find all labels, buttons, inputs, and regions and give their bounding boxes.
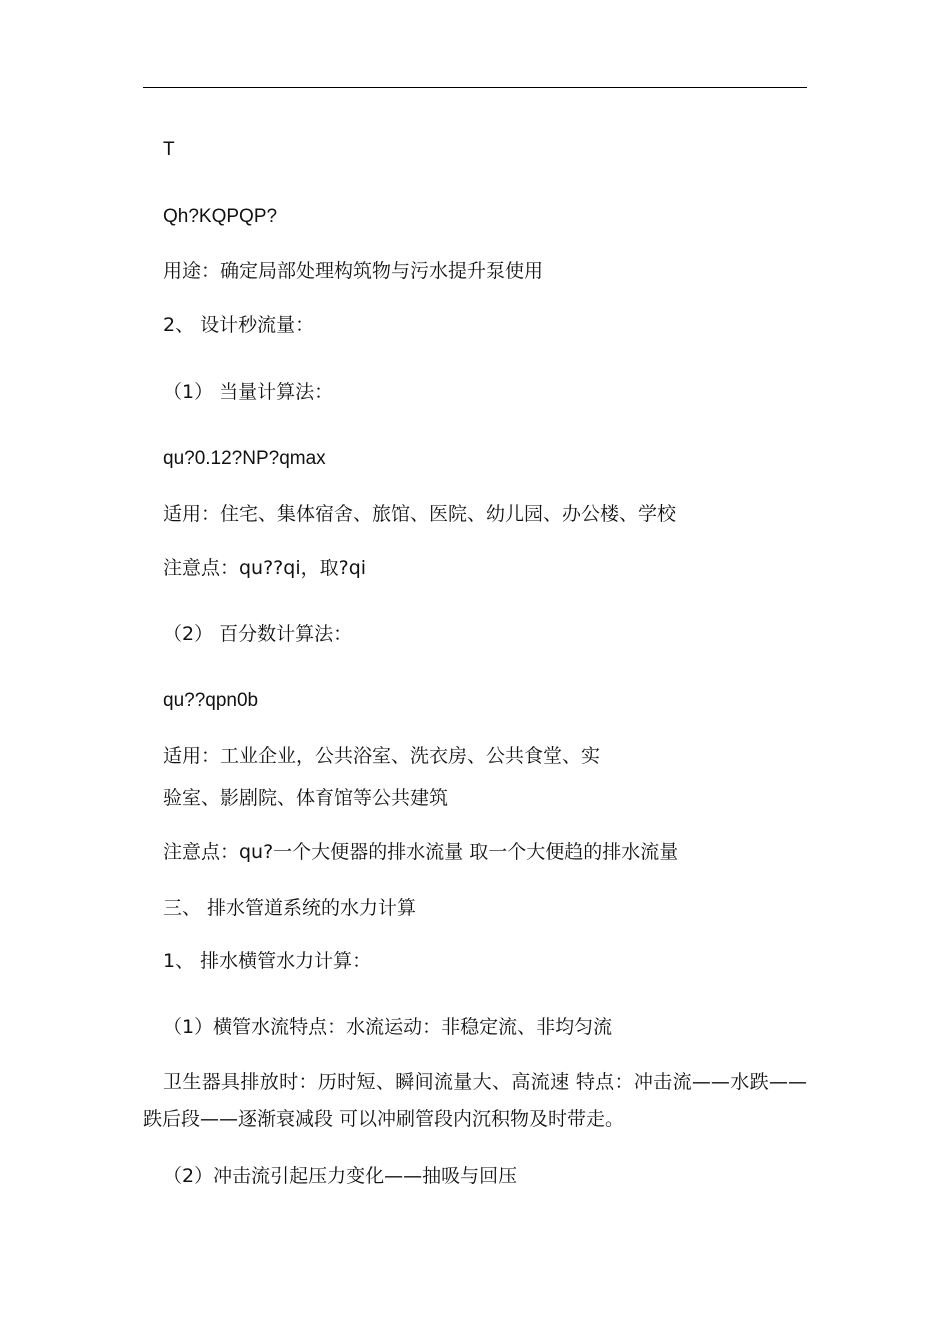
heading-hydraulic-calculation: 三、 排水管道系统的水力计算 — [163, 897, 417, 919]
heading-design-flow: 2、 设计秒流量： — [163, 314, 315, 336]
text-applicable-industrial-cont: 验室、影剧院、体育馆等公共建筑 — [163, 787, 449, 809]
text-note-equivalent: 注意点：qu??qi，取?qi — [163, 557, 367, 579]
text-applicable-residential: 适用：住宅、集体宿舍、旅馆、医院、幼儿园、办公楼、学校 — [163, 503, 677, 525]
text-usage: 用途：确定局部处理构筑物与污水提升泵使用 — [163, 260, 544, 282]
subheading-percentage-method: （2） 百分数计算法： — [163, 623, 353, 645]
subheading-equivalent-method: （1） 当量计算法： — [163, 381, 334, 403]
text-note-percentage: 注意点：qu?一个大便器的排水流量 取一个大便趋的排水流量 — [163, 841, 679, 863]
heading-horizontal-pipe: 1、 排水横管水力计算： — [163, 950, 372, 972]
text-pressure-change: （2）冲击流引起压力变化——抽吸与回压 — [163, 1165, 518, 1187]
formula-qh: Qh?KQPQP? — [163, 206, 278, 227]
text-flow-characteristics: （1）横管水流特点：水流运动：非稳定流、非均匀流 — [163, 1016, 613, 1038]
formula-percentage: qu??qpn0b — [163, 690, 259, 711]
text-line-t: T — [163, 139, 175, 160]
paragraph-fixture-discharge: 卫生器具排放时：历时短、瞬间流量大、高流速 特点：冲击流——水跌——跌后段——逐渐衰减段 可以冲刷管段内沉积物及时带走。 — [143, 1071, 807, 1130]
header-rule — [143, 87, 807, 88]
formula-equivalent: qu?0.12?NP?qmax — [163, 448, 326, 469]
text-applicable-industrial: 适用：工业企业，公共浴室、洗衣房、公共食堂、实 — [163, 745, 601, 767]
